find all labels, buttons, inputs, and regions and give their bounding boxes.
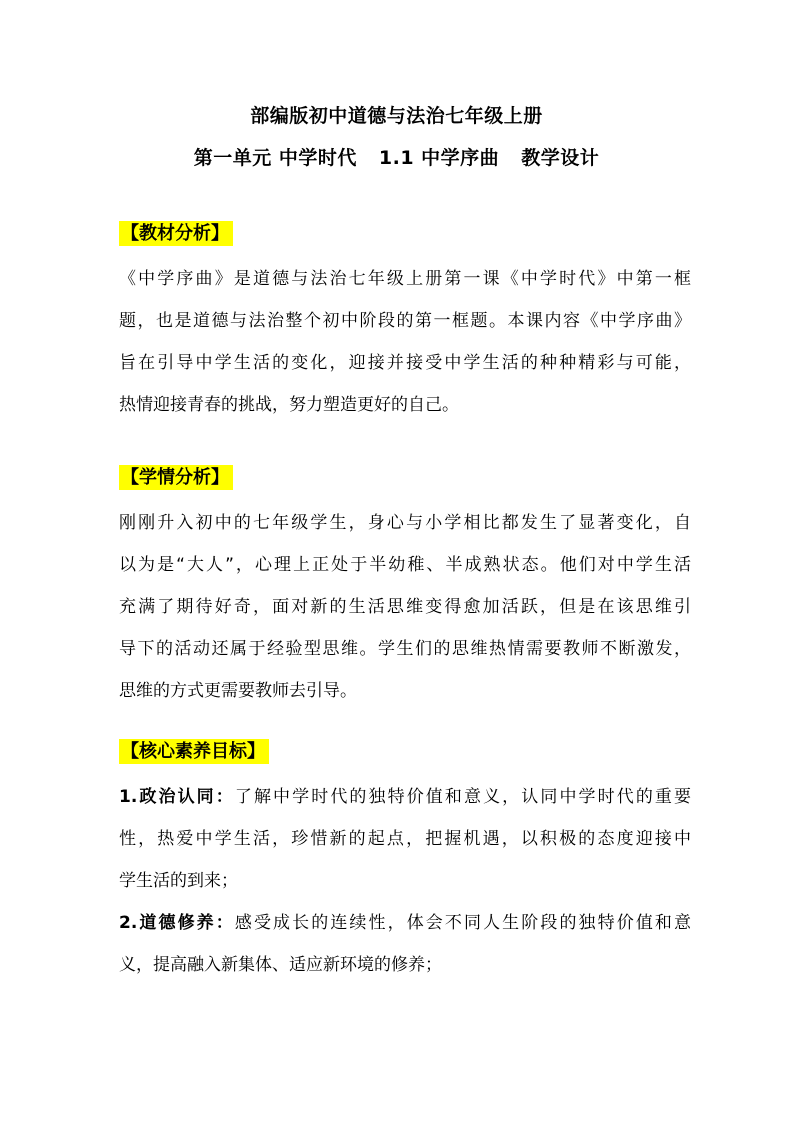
goal-item-1-first-line [119, 776, 691, 818]
paragraph-line: 学生活的到来； [119, 871, 238, 891]
goal-item-2-first-line [119, 902, 691, 944]
paragraph-line: 《中学序曲》是道德与法治七年级上册第一课《中学时代》中第一框 [119, 269, 691, 289]
paragraph-core-goals [119, 776, 691, 986]
heading-student-analysis: 【学情分析】 [119, 465, 233, 490]
paragraph-line: 旨在引导中学生活的变化，迎接并接受中学生活的种种精彩与可能， [119, 353, 691, 373]
paragraph-line: 题，也是道德与法治整个初中阶段的第一框题。本课内容《中学序曲》 [119, 311, 691, 331]
goal-item-1-text: 了解中学时代的独特价值和意义，认同中学时代的重要 [234, 787, 692, 807]
title-line-1: 部编版初中道德与法治七年级上册 [250, 105, 543, 127]
paragraph-textbook-analysis [119, 258, 691, 426]
paragraph-line: 热情迎接青春的挑战，努力塑造更好的自己。 [119, 395, 459, 415]
paragraph-student-analysis [119, 502, 691, 712]
paragraph-line: 思维的方式更需要教师去引导。 [119, 681, 357, 701]
goal-item-1-label: 1.政治认同： [119, 787, 235, 807]
paragraph-line: 义，提高融入新集体、适应新环境的修养； [119, 955, 442, 975]
heading-textbook-analysis: 【教材分析】 [119, 221, 233, 246]
paragraph-line: 性，热爱中学生活，珍惜新的起点，把握机遇，以积极的态度迎接中 [119, 829, 691, 849]
document-subtitle [0, 146, 793, 170]
paragraph-line: 刚刚升入初中的七年级学生，身心与小学相比都发生了显著变化，自 [119, 513, 691, 533]
document-title [0, 104, 793, 128]
goal-item-2-text: 感受成长的连续性，体会不同人生阶段的独特价值和意 [234, 913, 692, 933]
paragraph-line: 充满了期待好奇，面对新的生活思维变得愈加活跃，但是在该思维引 [119, 597, 691, 617]
heading-core-goals: 【核心素养目标】 [119, 739, 269, 764]
subtitle-design: 教学设计 [521, 147, 600, 169]
subtitle-unit: 第一单元 中学时代 [193, 147, 357, 169]
goal-item-2-label: 2.道德修养： [119, 913, 235, 933]
paragraph-line: 以为是“大人”，心理上正处于半幼稚、半成熟状态。他们对中学生活 [119, 555, 691, 575]
paragraph-line: 导下的活动还属于经验型思维。学生们的思维热情需要教师不断激发， [119, 639, 691, 659]
subtitle-lesson: 1.1 中学序曲 [378, 147, 500, 169]
